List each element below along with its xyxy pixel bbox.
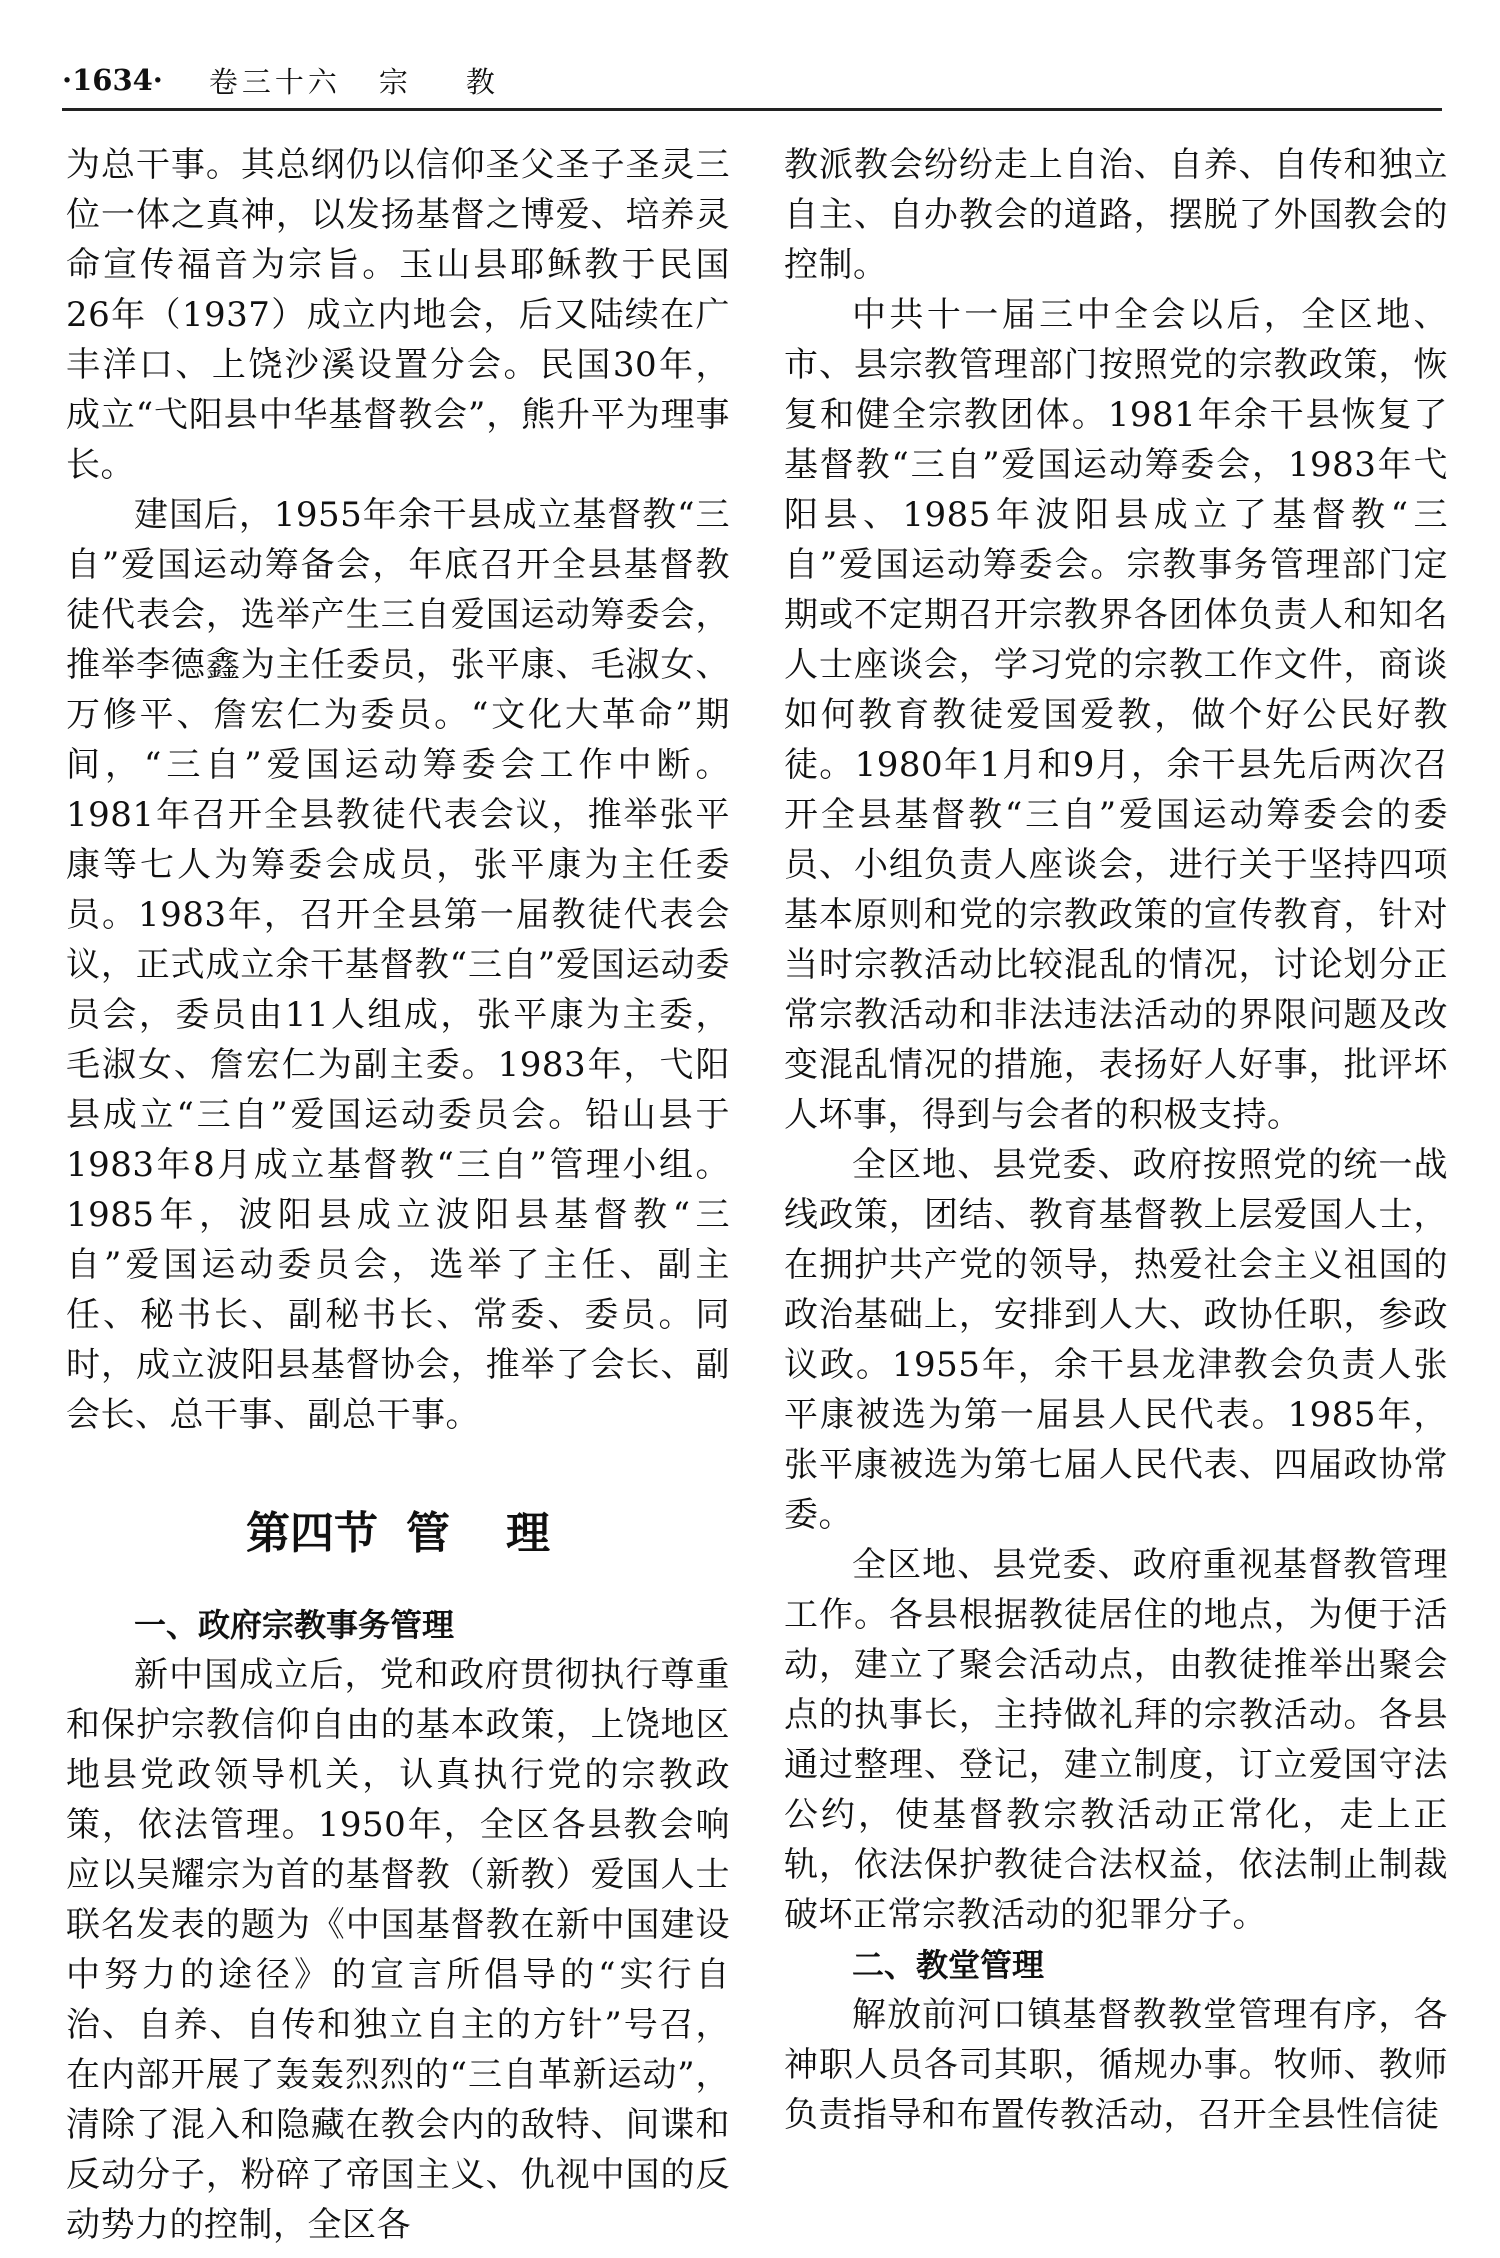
section-label: 宗教 [378, 64, 553, 99]
paragraph: 中共十一届三中全会以后，全区地、市、县宗教管理部门按照党的宗教政策，恢复和健全宗教团体。1981年余干县恢复了基督教“三自”爱国运动筹委会，1983年弋阳县、1985年波阳县成立了基督教“三自”爱国运动筹委会。宗教事务管理部门定期或不定期召开宗教界各团体负责人和知名人士座谈会，学习党的宗教工作文件，商谈如何教育教徒爱国爱教，做个好公民好教徒。1980年1月和9月，余干县先后两次召开全县基督教“三自”爱国运动筹委会的委员、小组负责人座谈会，进行关于坚持四项基本原则和党的宗教政策的宣传教育，针对当时宗教活动比较混乱的情况，讨论划分正常宗教活动和非法违法活动的界限问题及改变混乱情况的措施，表扬好人好事，批评坏人坏事，得到与会者的积极支持。 [784, 295, 1448, 1135]
paragraph: 全区地、县党委、政府重视基督教管理工作。各县根据教徒居住的地点，为便于活动，建立了聚会活动点，由教徒推举出聚会点的执事长，主持做礼拜的宗教活动。各县通过整理、登记，建立制度，订立爱国守法公约，使基督教宗教活动正常化，走上正轨，依法保护教徒合法权益，依法制止制裁破坏正常宗教活动的犯罪分子。 [784, 1545, 1448, 1935]
page-number: ·1634· [62, 63, 163, 97]
paragraph: 新中国成立后，党和政府贯彻执行尊重和保护宗教信仰自由的基本政策，上饶地区地县党政领导机关，认真执行党的宗教政策，依法管理。1950年，全区各县教会响应以吴耀宗为首的基督教（新教）爱国人士联名发表的题为《中国基督教在新中国建设中努力的途径》的宣言所倡导的“实行自治、自养、自传和独立自主的方针”号召，在内部开展了轰轰烈烈的“三自革新运动”，清除了混入和隐藏在教会内的敌特、间谍和反动分子，粉碎了帝国主义、仇视中国的反动势力的控制，全区各 [66, 1655, 730, 2245]
paragraph: 教派教会纷纷走上自治、自养、自传和独立自主、自办教会的道路，摆脱了外国教会的控制。 [784, 145, 1448, 285]
volume-label: 卷三十六 [208, 64, 341, 99]
paragraph: 全区地、县党委、政府按照党的统一战线政策，团结、教育基督教上层爱国人士，在拥护共产党的领导，热爱社会主义祖国的政治基础上，安排到人大、政协任职，参政议政。1955年，余干县龙津教会负责人张平康被选为第一届县人民代表。1985年，张平康被选为第七届人民代表、四届政协常委。 [784, 1145, 1448, 1535]
section-heading-number: 第四节 [246, 1508, 378, 1559]
section-heading-char: 理 [506, 1508, 550, 1559]
right-column [784, 140, 1448, 2140]
section-heading-char: 管 [406, 1508, 450, 1559]
page-header [62, 58, 1442, 102]
subsection-heading: 一、政府宗教事务管理 [134, 1606, 455, 1644]
section-heading [66, 1504, 730, 1564]
header-rule [62, 108, 1442, 111]
paragraph: 为总干事。其总纲仍以信仰圣父圣子圣灵三位一体之真神，以发扬基督之博爱、培养灵命宣传福音为宗旨。玉山县耶稣教于民国26年（1937）成立内地会，后又陆续在广丰洋口、上饶沙溪设置分会。民国30年，成立“弋阳县中华基督教会”，熊升平为理事长。 [66, 145, 730, 485]
paragraph: 解放前河口镇基督教教堂管理有序，各神职人员各司其职，循规办事。牧师、教师负责指导和布置传教活动，召开全县性信徒 [784, 1995, 1448, 2135]
paragraph: 建国后，1955年余干县成立基督教“三自”爱国运动筹备会，年底召开全县基督教徒代表会，选举产生三自爱国运动筹委会，推举李德鑫为主任委员，张平康、毛淑女、万修平、詹宏仁为委员。“文化大革命”期间，“三自”爱国运动筹委会工作中断。1981年召开全县教徒代表会议，推举张平康等七人为筹委会成员，张平康为主任委员。1983年，召开全县第一届教徒代表会议，正式成立余干基督教“三自”爱国运动委员会，委员由11人组成，张平康为主委，毛淑女、詹宏仁为副主委。1983年，弋阳县成立“三自”爱国运动委员会。铅山县于1983年8月成立基督教“三自”管理小组。1985年，波阳县成立波阳县基督教“三自”爱国运动委员会，选举了主任、副主任、秘书长、副秘书长、常委、委员。同时，成立波阳县基督协会，推举了会长、副会长、总干事、副总干事。 [66, 495, 730, 1435]
subsection-heading: 二、教堂管理 [852, 1946, 1045, 1984]
left-column [66, 140, 730, 2250]
